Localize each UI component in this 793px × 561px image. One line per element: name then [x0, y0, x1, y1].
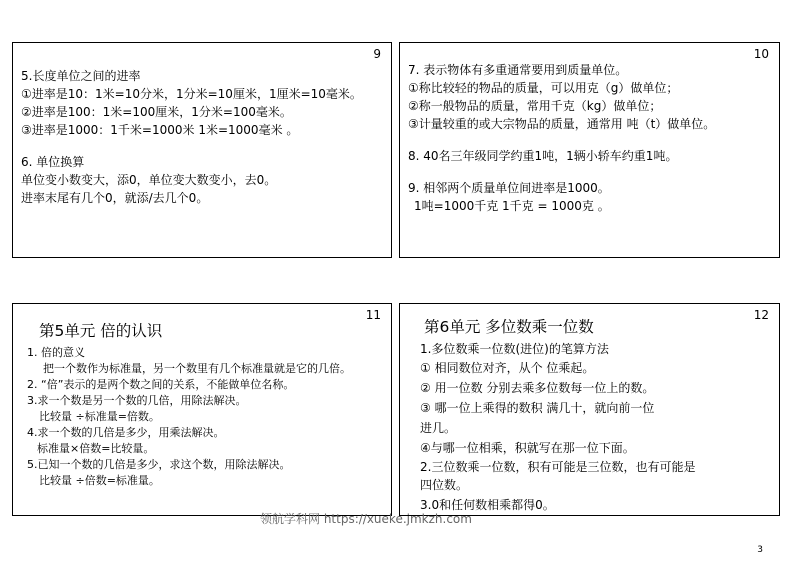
- text-line: 3.求一个数是另一个数的几倍，用除法解决。: [27, 394, 247, 407]
- card-body: [27, 345, 383, 489]
- text-line: 7. 表示物体有多重通常要用到质量单位。: [408, 63, 628, 77]
- card-number: 9: [373, 47, 381, 61]
- text-line: 单位变小数变大，添0，单位变大数变小，去0。: [21, 173, 277, 187]
- text-line: ② 用一位数 分别去乘多位数每一位上的数。: [420, 381, 655, 395]
- card-number: 12: [753, 308, 769, 322]
- card-10: [399, 42, 780, 258]
- text-line: 1. 倍的意义: [27, 346, 85, 359]
- card-body: [39, 320, 383, 342]
- text-line: 4.求一个数的几倍是多少，用乘法解决。: [27, 426, 225, 439]
- text-line: ②进率是100：1米=100厘米，1分米=100毫米。: [21, 105, 292, 119]
- text-line: 5.已知一个数的几倍是多少，求这个数，用除法解决。: [27, 458, 291, 471]
- text-line: 比较量 ÷标准量=倍数。: [39, 410, 160, 423]
- text-line: ②称一般物品的质量，常用千克（kg）做单位；: [408, 99, 662, 113]
- card-body: [424, 316, 771, 338]
- text-line: 进几。: [420, 421, 457, 435]
- card-number: 10: [753, 47, 769, 61]
- text-line: ③进率是1000：1千米=1000米 1米=1000毫米 。: [21, 123, 299, 137]
- text-line: ① 相同数位对齐，从个 位乘起。: [420, 361, 595, 375]
- card-body: [420, 340, 771, 516]
- text-line: ①称比较轻的物品的质量，可以用克（g）做单位；: [408, 81, 679, 95]
- text-line: 比较量 ÷倍数=标准量。: [39, 474, 160, 487]
- unit-title: 第6单元 多位数乘一位数: [424, 318, 594, 336]
- text-line: 1.多位数乘一位数(进位)的笔算方法: [420, 342, 609, 356]
- text-line: 3.0和任何数相乘都得0。: [420, 498, 555, 512]
- watermark: 领航学科网 https://xueke.jmkzh.com: [260, 512, 472, 526]
- text-line: ③计量较重的或大宗物品的质量，通常用 吨（t）做单位。: [408, 117, 716, 131]
- card-12: [399, 303, 780, 516]
- text-line: 5.长度单位之间的进率: [21, 69, 141, 83]
- text-line: ④与哪一位相乘，积就写在那一位下面。: [420, 441, 635, 455]
- text-line: 9. 相邻两个质量单位间进率是1000。: [408, 181, 610, 195]
- text-line: 2.三位数乘一位数，积有可能是三位数，也有可能是: [420, 460, 696, 474]
- card-11: [12, 303, 392, 516]
- card-body: [21, 67, 383, 207]
- text-line: ③ 哪一位上乘得的数积 满几十，就向前一位: [420, 401, 655, 415]
- card-body: [408, 61, 771, 215]
- text-line: 标准量×倍数=比较量。: [37, 442, 155, 455]
- page-number: 3: [757, 545, 763, 555]
- text-line: 进率末尾有几个0，就添/去几个0。: [21, 191, 209, 205]
- text-line: ①进率是10：1米=10分米，1分米=10厘米，1厘米=10毫米。: [21, 87, 362, 101]
- card-9: [12, 42, 392, 258]
- unit-title: 第5单元 倍的认识: [39, 322, 163, 340]
- text-line: 2. “倍”表示的是两个数之间的关系，不能做单位名称。: [27, 378, 295, 391]
- text-line: 把一个数作为标准量，另一个数里有几个标准量就是它的几倍。: [43, 362, 351, 375]
- text-line: 1吨=1000千克 1千克 = 1000克 。: [414, 199, 610, 213]
- text-line: 6. 单位换算: [21, 155, 85, 169]
- card-number: 11: [365, 308, 381, 322]
- text-line: 8. 40名三年级同学约重1吨，1辆小轿车约重1吨。: [408, 149, 678, 163]
- text-line: 四位数。: [420, 478, 469, 492]
